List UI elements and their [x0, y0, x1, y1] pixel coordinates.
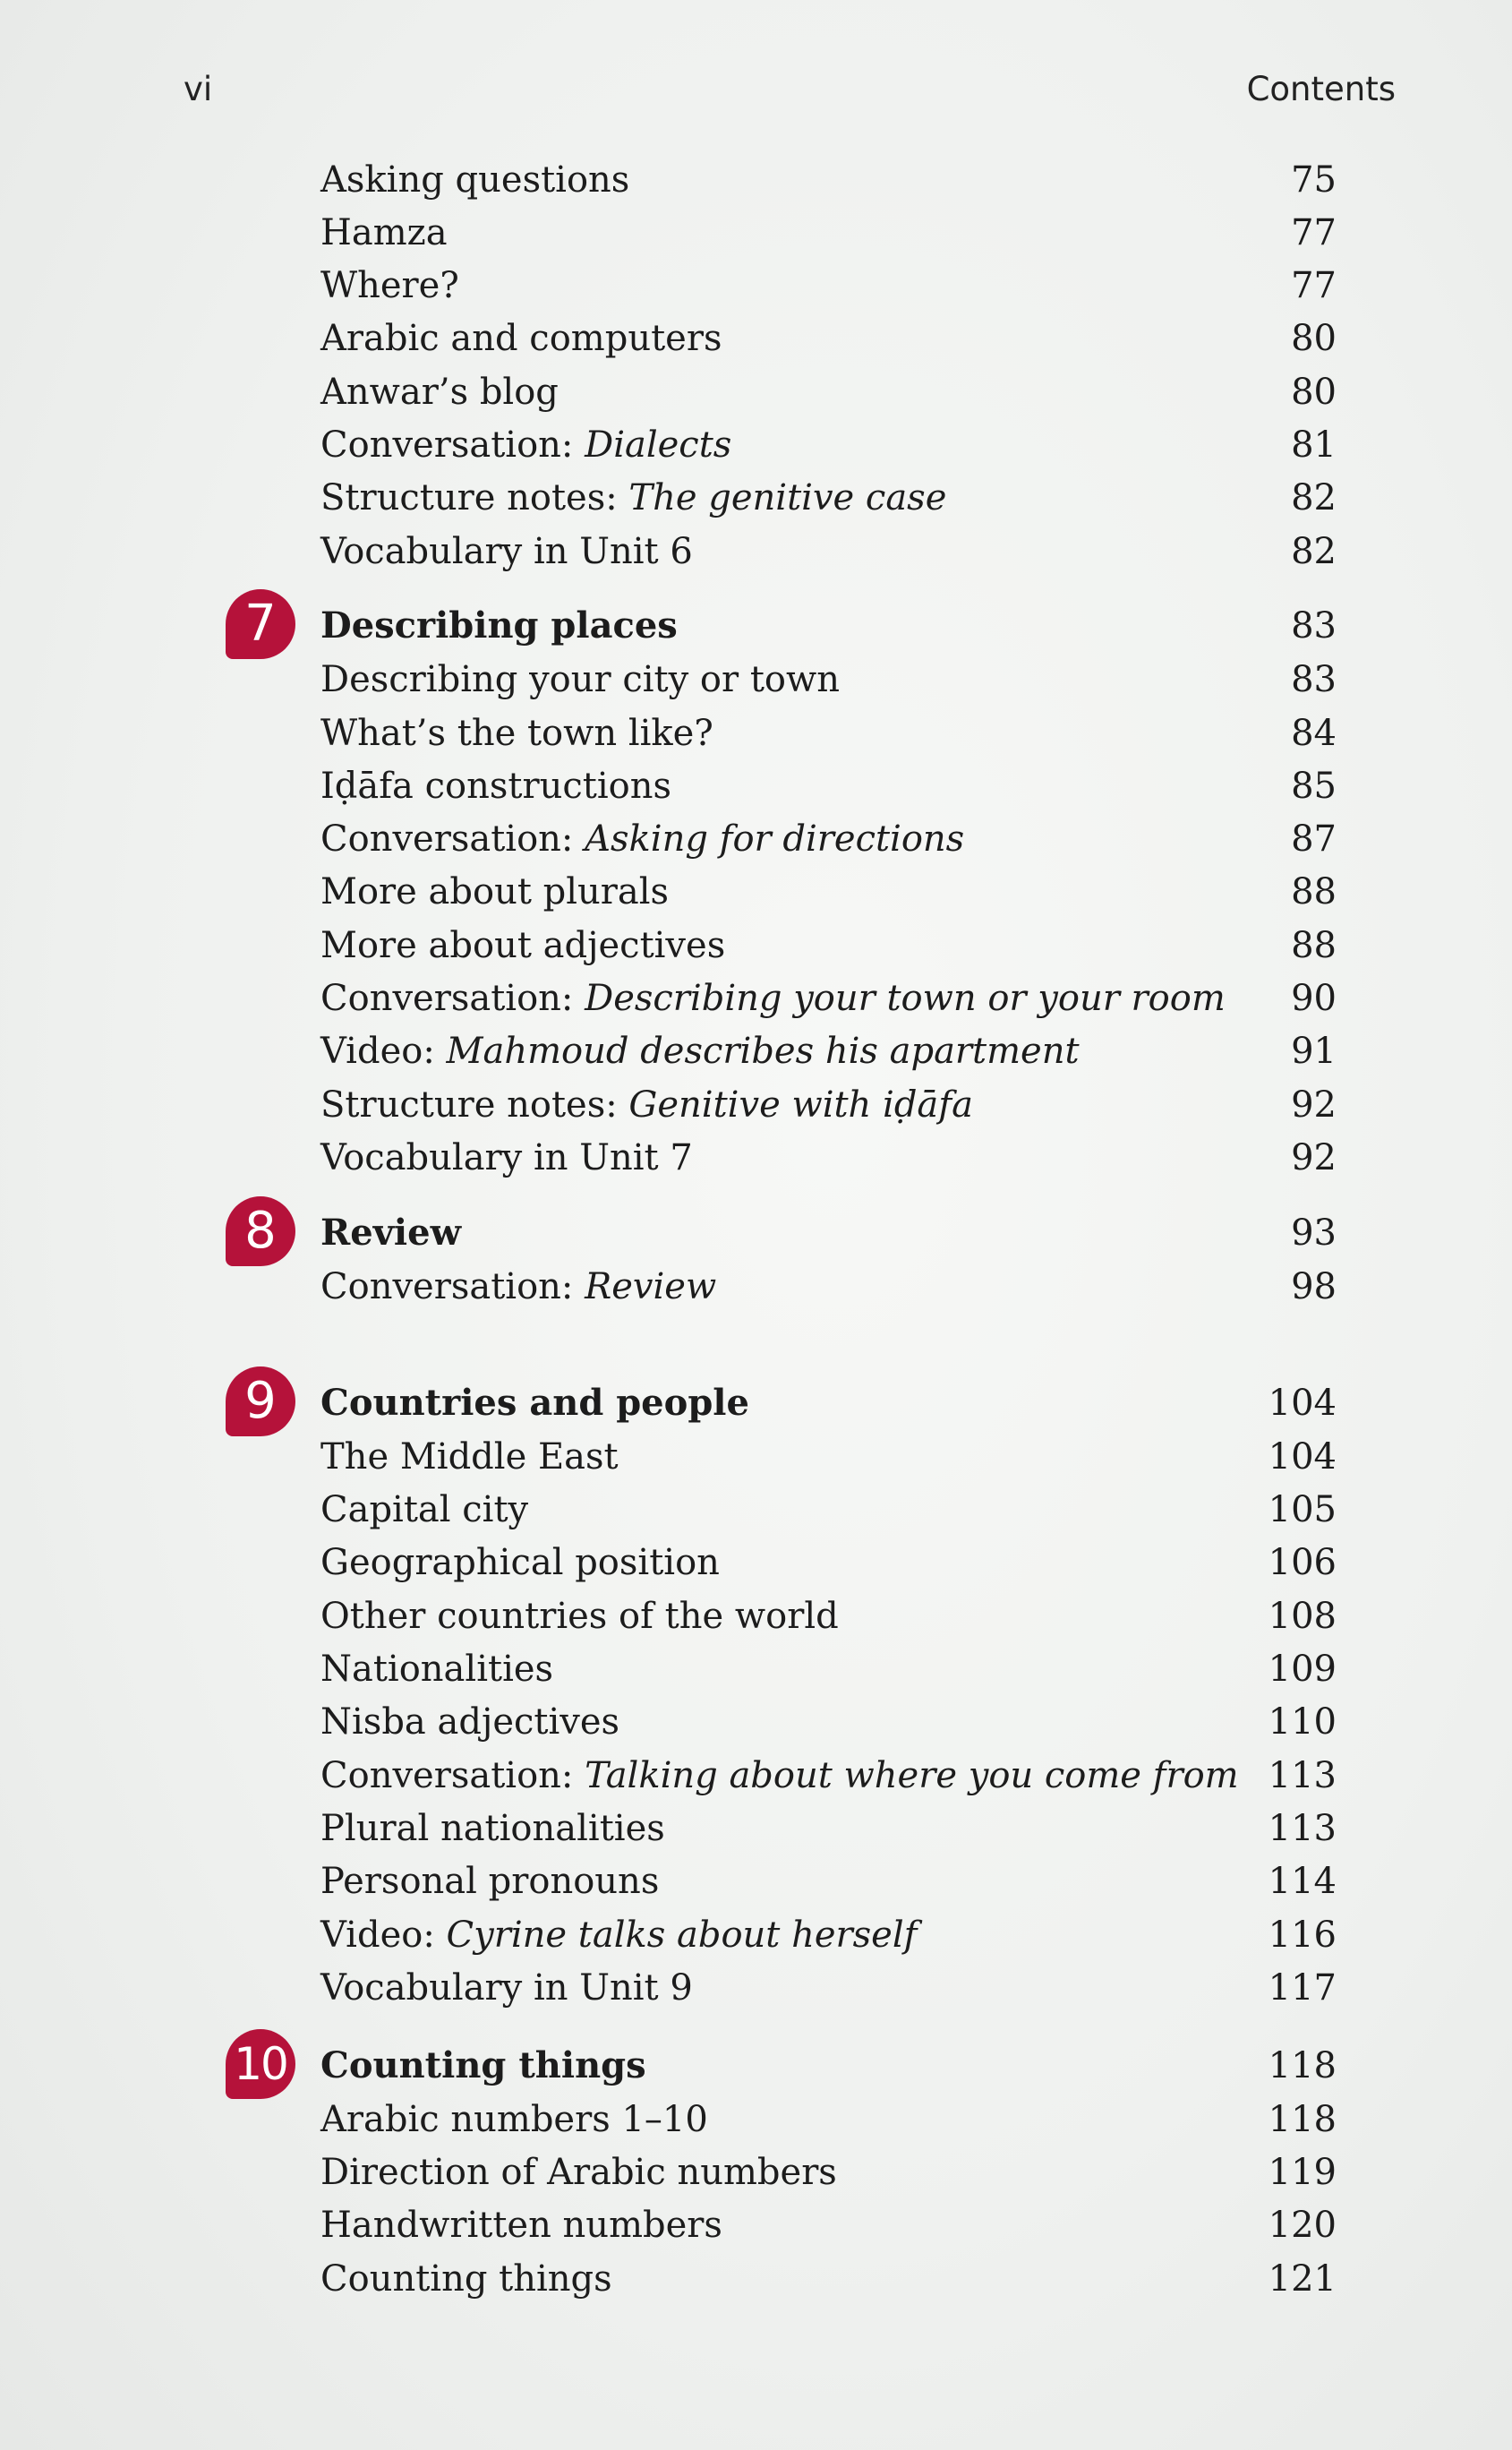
unit-page: 83: [1291, 605, 1337, 647]
entry-title: Describing your city or town: [320, 659, 840, 700]
entry-title: What’s the town like?: [320, 713, 713, 754]
entry-title: Asking questions: [320, 159, 630, 201]
toc-entry[interactable]: [320, 1696, 1337, 1748]
toc-entry[interactable]: [320, 419, 1337, 471]
entry-title: Anwar’s blog: [320, 372, 559, 413]
unit-number-badge: 7: [226, 589, 295, 659]
entry-page: 121: [1268, 2258, 1337, 2300]
entry-page: 117: [1268, 1967, 1337, 2009]
toc-entry[interactable]: [320, 1750, 1337, 1802]
toc-entry[interactable]: [320, 1261, 1337, 1313]
entry-page: 106: [1268, 1542, 1337, 1583]
toc-entry[interactable]: [320, 813, 1337, 865]
toc-entry[interactable]: [320, 1909, 1337, 1961]
entry-page: 88: [1291, 871, 1337, 912]
unit-title: Countries and people: [320, 1382, 749, 1424]
entry-title: Vocabulary in Unit 7: [320, 1137, 693, 1178]
entry-page: 77: [1291, 265, 1337, 306]
toc-entry[interactable]: [320, 1484, 1337, 1536]
entry-page: 114: [1268, 1861, 1337, 1902]
entry-page: 82: [1291, 531, 1337, 572]
entry-title: Direction of Arabic numbers: [320, 2152, 837, 2193]
unit-heading[interactable]: [320, 1207, 1337, 1259]
entry-title: Geographical position: [320, 1542, 720, 1583]
entry-title: Hamza: [320, 212, 448, 253]
unit-title: Review: [320, 1212, 462, 1254]
unit-page: 118: [1268, 2045, 1337, 2086]
toc-entry[interactable]: [320, 2199, 1337, 2251]
entry-page: 119: [1268, 2152, 1337, 2193]
entry-page: 118: [1268, 2099, 1337, 2140]
toc-entry[interactable]: [320, 920, 1337, 972]
toc-entry[interactable]: [320, 1643, 1337, 1695]
entry-page: 109: [1268, 1649, 1337, 1690]
toc-entry[interactable]: [320, 1962, 1337, 2014]
entry-title: More about adjectives: [320, 925, 726, 966]
entry-title: More about plurals: [320, 871, 670, 912]
page-folio: vi: [184, 70, 213, 108]
entry-title: The Middle East: [320, 1436, 619, 1478]
unit-page: 104: [1268, 1383, 1337, 1424]
entry-title: Structure notes: Genitive with iḍāfa: [320, 1084, 973, 1126]
entry-title: Conversation: Dialects: [320, 424, 732, 466]
toc-entry[interactable]: [320, 2146, 1337, 2198]
entry-title: Video: Cyrine talks about herself: [320, 1915, 918, 1956]
toc-entry[interactable]: [320, 1132, 1337, 1184]
entry-page: 108: [1268, 1596, 1337, 1637]
entry-page: 90: [1291, 978, 1337, 1019]
toc-entry[interactable]: [320, 972, 1337, 1024]
entry-title: Nationalities: [320, 1649, 554, 1690]
entry-title: Vocabulary in Unit 9: [320, 1967, 693, 2009]
entry-title: Structure notes: The genitive case: [320, 477, 947, 518]
unit-number-badge: 10: [226, 2029, 295, 2099]
entry-page: 113: [1268, 1755, 1337, 1796]
entry-page: 88: [1291, 925, 1337, 966]
entry-page: 98: [1291, 1266, 1337, 1307]
toc-entry[interactable]: [320, 760, 1337, 812]
running-head: [184, 70, 1396, 124]
toc-entry[interactable]: [320, 1855, 1337, 1907]
entry-page: 80: [1291, 318, 1337, 359]
entry-page: 82: [1291, 477, 1337, 518]
toc-entry[interactable]: [320, 260, 1337, 312]
entry-page: 113: [1268, 1808, 1337, 1849]
entry-page: 92: [1291, 1137, 1337, 1178]
unit-page: 93: [1291, 1212, 1337, 1254]
toc-entry[interactable]: [320, 1431, 1337, 1483]
entry-title: Conversation: Talking about where you come from: [320, 1755, 1239, 1796]
toc-entry[interactable]: [320, 654, 1337, 706]
unit-title: Describing places: [320, 604, 678, 647]
entry-title: Arabic and computers: [320, 318, 722, 359]
entry-page: 120: [1268, 2205, 1337, 2246]
entry-page: 116: [1268, 1915, 1337, 1956]
entry-title: Conversation: Asking for directions: [320, 818, 965, 860]
entry-page: 83: [1291, 659, 1337, 700]
entry-title: Conversation: Review: [320, 1266, 717, 1307]
toc-entry[interactable]: [320, 1079, 1337, 1131]
entry-title: Capital city: [320, 1489, 529, 1530]
entry-page: 77: [1291, 212, 1337, 253]
entry-title: Personal pronouns: [320, 1861, 660, 1902]
entry-page: 84: [1291, 713, 1337, 754]
toc-entry[interactable]: [320, 2094, 1337, 2146]
section-title: Contents: [1246, 70, 1396, 108]
toc-entry[interactable]: [320, 2253, 1337, 2305]
entry-title: Handwritten numbers: [320, 2205, 722, 2246]
entry-title: Where?: [320, 265, 459, 306]
entry-title: Video: Mahmoud describes his apartment: [320, 1031, 1080, 1072]
entry-title: Other countries of the world: [320, 1596, 839, 1637]
entry-title: Vocabulary in Unit 6: [320, 531, 693, 572]
toc-entry[interactable]: [320, 313, 1337, 364]
entry-page: 91: [1291, 1031, 1337, 1072]
toc-entry[interactable]: [320, 1803, 1337, 1855]
unit-heading[interactable]: [320, 2040, 1337, 2092]
toc-entry[interactable]: [320, 526, 1337, 578]
toc-entry[interactable]: [320, 154, 1337, 206]
unit-number-badge: 8: [226, 1196, 295, 1266]
unit-heading[interactable]: [320, 1377, 1337, 1429]
entry-page: 105: [1268, 1489, 1337, 1530]
unit-number-badge: 9: [226, 1366, 295, 1436]
entry-page: 87: [1291, 818, 1337, 860]
unit-heading[interactable]: [320, 600, 1337, 652]
entry-page: 85: [1291, 766, 1337, 807]
entry-page: 81: [1291, 424, 1337, 466]
entry-title: Conversation: Describing your town or your room: [320, 978, 1226, 1019]
entry-page: 92: [1291, 1084, 1337, 1126]
toc-entry[interactable]: [320, 1025, 1337, 1077]
entry-page: 110: [1268, 1701, 1337, 1743]
toc-entry[interactable]: [320, 472, 1337, 524]
toc-entry[interactable]: [320, 1590, 1337, 1642]
entry-title: Arabic numbers 1–10: [320, 2099, 708, 2140]
toc-entry[interactable]: [320, 866, 1337, 918]
entry-title: Counting things: [320, 2258, 612, 2300]
toc-entry[interactable]: [320, 366, 1337, 418]
toc-entry[interactable]: [320, 707, 1337, 759]
entry-title: Iḍāfa constructions: [320, 766, 671, 807]
toc-entry[interactable]: [320, 1537, 1337, 1589]
entry-page: 80: [1291, 372, 1337, 413]
entry-page: 75: [1291, 159, 1337, 201]
entry-title: Nisba adjectives: [320, 1701, 620, 1743]
toc-entry[interactable]: [320, 207, 1337, 259]
entry-title: Plural nationalities: [320, 1808, 665, 1849]
entry-page: 104: [1268, 1436, 1337, 1478]
unit-title: Counting things: [320, 2044, 646, 2086]
